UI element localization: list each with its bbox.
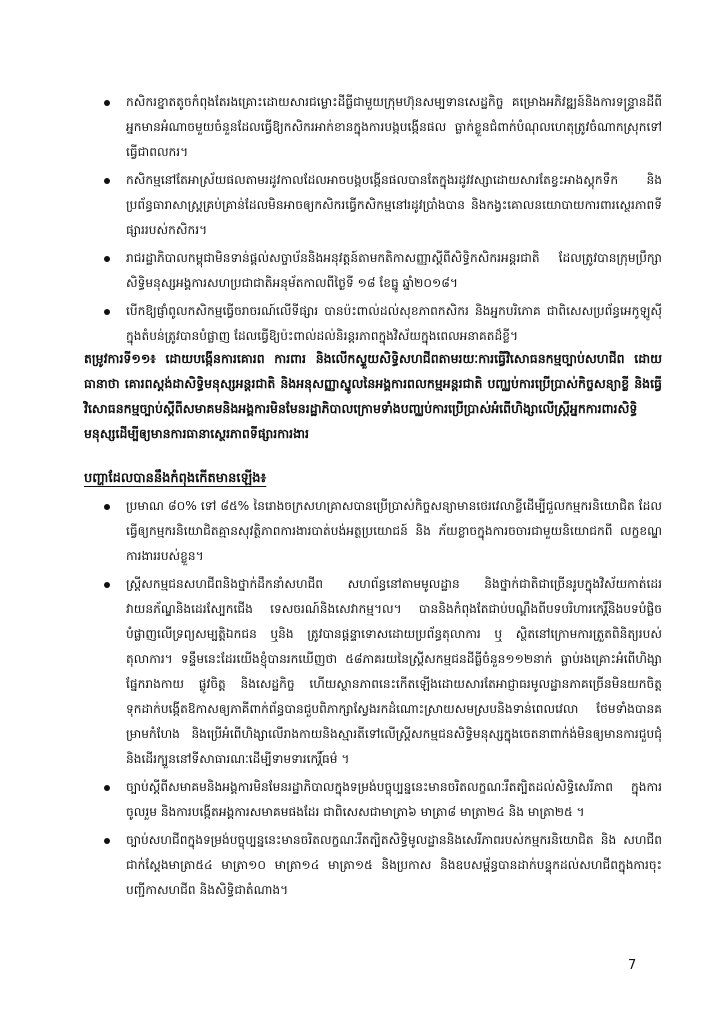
list-item-text: ប្រមាណ ៨០% ទៅ ៨៥% នៃរោងចក្រសហគ្រាសបានប្រើប្រាស់កិច្ចសន្យាមានថេរវេលាខ្លីដើម្បីជួលកម្មករនិយោជិត ដែលធ្វើឲ្យកម្មករនិយោជិតគ្មានសុវត្ថិភាពការងារបាត់បង់អត្ថប្រយោជន៍ និង ភ័យខ្លាចក្នុងការចចារជាមួយនិយោជកពី លក្ខខណ្ឌការងាររបស់ខ្លួន។ [126,499,662,563]
list-item [84,828,662,903]
bullet-icon [104,178,110,184]
list-item [84,168,662,243]
list-item-text: ស្ត្រីសកម្មជនសហជីពនិងថ្នាក់ដឹកនាំសហជីព សហព័ន្ធនៅតាមមូលដ្ឋាន និងថ្នាក់ជាតិជាច្រើនរូបក្នុងវិស័យកាត់ដេរ វាយនភ័ណ្ឌនិងដេរស្បែកជើង ទេសចរណ៍និងសេវាកម្ម។ល។ បាននិងកំពុងតែជាប់បណ្តឹងពីបទបរិហារកេរ្តិ៍និងបទបំផ្លិចបំផ្លាញលើទ្រព្យសម្បត្តិឯកជន ឬនិង ត្រូវបានផ្តន្ទាទោសដោយប្រព័ន្ធតុលាការ ឬ ស្ថិតនៅក្រោមការត្រួតពិនិត្យរបស់តុលាការ។ ទន្ទឹមនេះដែរយើងខ្ញុំបានរកឃើញថា ៥៨ភាគរយនៃស្ត្រីសកម្មជនដីធ្លីចំនួន១១២នាក់ ធ្លាប់រងគ្រោះអំពើហិង្សាផ្នែករាងកាយ ផ្លូវចិត្ត និងសេដ្ឋកិច្ច ហើយស្ថានភាពនេះកើតឡើងដោយសារតែអាជ្ញាធរមូលដ្ឋានភាគច្រើនមិនយកចិត្តទុកដាក់បង្កើតឱកាសឲ្យភាគីពាក់ព័ន្ធបានជួបពិភាក្សាស្វែងរកដំណោះស្រាយសមស្របនិងទាន់ពេលវេលា ថែមទាំងបានគម្រាមកំហែង និងប្រើអំពើហិង្សាលើរាងកាយនិងស្មារតីទៅលើស្ត្រីសកម្មជនសិទ្ធិមនុស្សក្នុងចេតនាពាក់ង់មិនឲ្យមានការជួបជុំនិងដើរក្បួននៅទីសាធារណៈដើម្បីទាមទារកេរ្តិ៍ធម៌ ។ [126,577,662,766]
requirement-paragraph: តម្រូវការទី១១៖ ដោយបង្កើនការគោរព ការពារ និងលើកស្ទួយសិទ្ធិសហជីពតាមរយៈការធ្វើវិសោធនកម្មច្បាប់សហជីព ដោយធានាថា គោរពស្តង់ដាសិទ្ធិមនុស្សអន្តរជាតិ និងអនុសញ្ញាស្នូលនៃអង្គការពលកម្មអន្តរជាតិ បញ្ឈប់ការប្រើប្រាស់កិច្ចសន្យាខ្លី និងធ្វើវិសោធនកម្មច្បាប់ស្តីពីសមាគមនិងអង្គការមិនមែនរដ្ឋាភិបាលក្រោមទាំងបញ្ឈប់ការប្រើប្រាស់អំពើហិង្សាលើស្ត្រីអ្នកការពារសិទ្ធិមនុស្សដើម្បីឲ្យមានការធានាស្ថេរភាពទីផ្សារការងារ [84,351,662,441]
list-item [84,90,662,165]
list-item-text: បើកឱ្យផ្ញាំពូលកសិកម្មធ្វើចរាចរណ៍លើទីផ្សារ បានប៉ះពាល់ដល់សុខភាពកសិករ និងអ្នកបរិភោគ ជាពិសេសប្រព័ន្ធអេកូឡូស៊ីក្នុងតំបន់ត្រូវបានបំផ្លាញ ដែលធ្វើឱ្យប៉ះពាល់ដល់និរន្តរភាពក្នុងវិស័យក្នុងពេលអនាគតដ៏ខ្លី។ [126,304,662,343]
bullet-icon [104,785,110,791]
bullet-icon [104,582,110,588]
list-item-text: កសិករខ្នាតតូចកំពុងតែរងគ្រោះដោយសារជម្លោះដីធ្លីជាមួយក្រុមហ៊ុនសម្បទានសេដ្ឋកិច្ច គម្រោងអភិវឌ្ឍន៍និងការទន្ទ្រានដីពីអ្នកមានអំណាចមួយចំនួនដែលធ្វើឱ្យកសិករអាក់ខានក្នុងការបង្កបង្កើនផល ធ្លាក់ខ្លួនជំពាក់បំណុលហេតុត្រូវចំណាកស្រុកទៅធ្វើជាពលករ។ [126,95,662,159]
bullet-icon [104,100,110,106]
list-item-text: រាជរដ្ឋាភិបាលកម្ពុជាមិនទាន់ផ្តល់សច្ចាប័ននិងអនុវត្តន៍តាមកតិកាសញ្ញាស្តីពីសិទ្ធិកសិករអន្តរជាតិ ដែលត្រូវបានក្រុមប្រឹក្សាសិទ្ធិមនុស្សអង្គការសហប្រជាជាតិអនុម័តកាលពីថ្ងៃទី ១៨ ខែធ្នូ ឆ្នាំ២០១៨។ [126,251,662,290]
list-item-text: ច្បាប់សហជីពក្នុងទម្រង់បច្ចុប្បន្ននេះមានចរិតលក្ខណៈរឹតត្បិតសិទ្ធិមូលដ្ឋាននិងសេរីភាពរបស់កម្មករនិយោជិត និង សហជីពជាក់ស្តែងមាត្រា៥៤ មាត្រា១០ មាត្រា១៤ មាត្រា១៥ និងប្រកាស និងឧបសម្ព័ន្ធបានដាក់បន្ទុកដល់សហជីពក្នុងការចុះបញ្ជីកាសហជីព និងសិទ្ធិជាតំណាង។ [126,833,662,897]
bullet-icon [104,309,110,315]
bullet-icon [104,504,110,510]
bullet-icon [104,838,110,844]
section-heading: បញ្ហាដែលបាននឹងកំពុងកើតមានឡើង៖ [84,471,267,486]
top-bullet-list [84,90,662,352]
list-item [84,299,662,349]
page-number: 7 [628,958,637,973]
issues-bullet-list [84,494,662,906]
bullet-icon [104,256,110,262]
list-item-text: ច្បាប់ស្តីពីសមាគមនិងអង្គការមិនមែនរដ្ឋាភិបាលក្នុងទម្រង់បច្ចុប្បន្ននេះមានចរិតលក្ខណៈរឹតត្បិតដល់សិទ្ធិសេរីភាព ក្នុងការចូលរួម និងការបង្កើតអង្គការសមាគមផងដែរ ជាពិសេសជាមាត្រា៦ មាត្រា៨ មាត្រា២៤ និង មាត្រា២៥ ។ [126,780,662,819]
list-item [84,572,662,772]
list-item [84,246,662,296]
list-item [84,494,662,569]
list-item-text: កសិកម្មនៅតែអាស្រ័យផលតាមរដូវកាលដែលអាចបង្កបង្កើនផលបានតែក្នុងរដូវវស្សាដោយសារតែខ្វះអាងស្តុកទឹក និងប្រព័ន្ធធារាសាស្ត្រគ្រប់គ្រាន់ដែលមិនអាចឲ្យកសិករធ្វើកសិកម្មនៅរដូវប្រាំងបាន និងកង្វះគោលនយោបាយការពារស្ថេរភាពទីផ្សាររបស់កសិករ។ [126,173,662,237]
list-item [84,775,662,825]
